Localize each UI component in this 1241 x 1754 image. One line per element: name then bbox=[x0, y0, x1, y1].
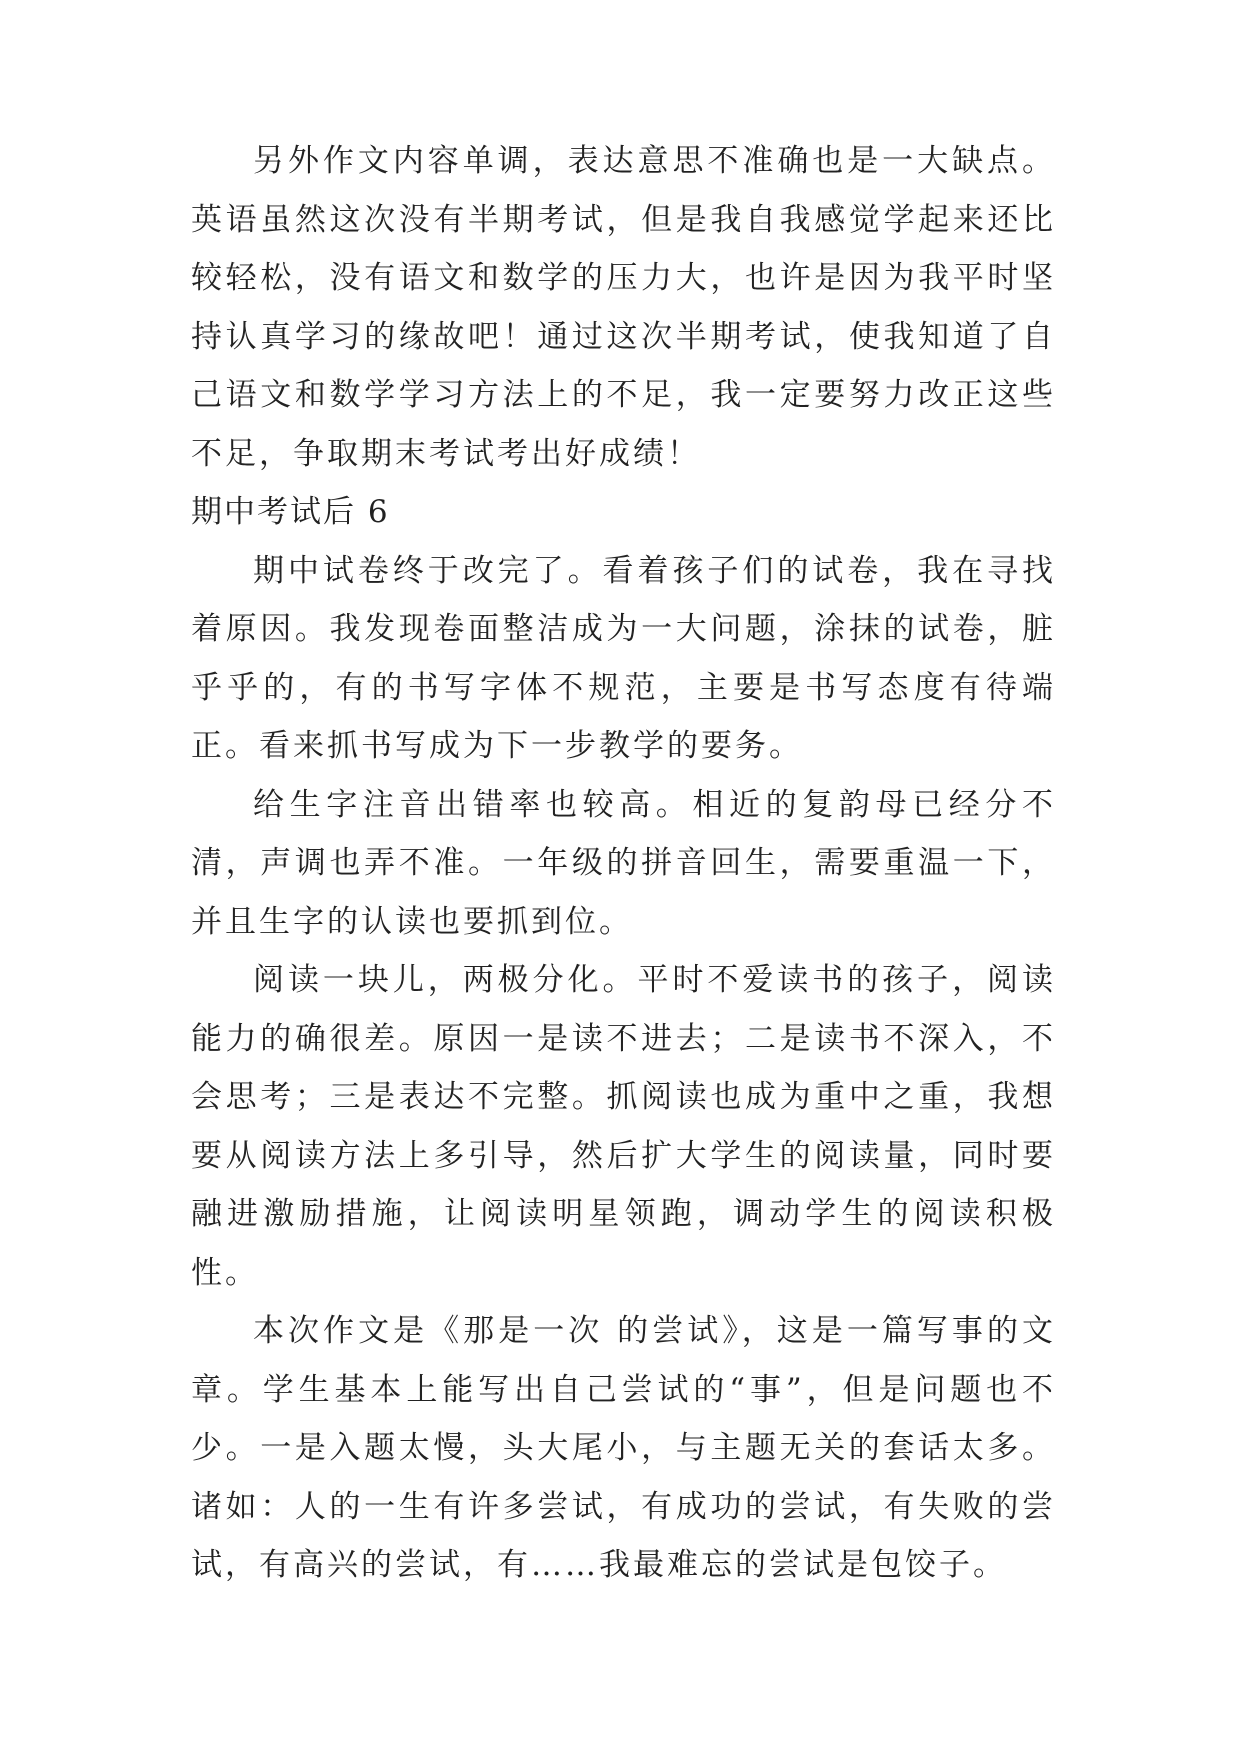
paragraph: 阅读一块儿，两极分化。平时不爱读书的孩子，阅读能力的确很差。原因一是读不进去；二是读书不深入，不会思考；三是表达不完整。抓阅读也成为重中之重，我想要从阅读方法上多引导，然后扩大学生的阅读量，同时要融进激励措施，让阅读明星领跑，调动学生的阅读积极性。 bbox=[191, 962, 1056, 1291]
paragraph: 本次作文是《那是一次 的尝试》，这是一篇写事的文章。学生基本上能写出自己尝试的“事”，但是问题也不少。一是入题太慢，头大尾小，与主题无关的套话太多。诸如：人的一生有许多尝试，有成功的尝试，有失败的尝试，有高兴的尝试，有……我最难忘的尝试是包饺子。 bbox=[191, 1313, 1056, 1583]
section-title: 期中考试后 6 bbox=[191, 494, 390, 530]
paragraph: 期中试卷终于改完了。看着孩子们的试卷，我在寻找着原因。我发现卷面整洁成为一大问题，涂抹的试卷，脏乎乎的，有的书写字体不规范，主要是书写态度有待端正。看来抓书写成为下一步教学的要务。 bbox=[191, 552, 1056, 764]
paragraph: 给生字注音出错率也较高。相近的复韵母已经分不清，声调也弄不准。一年级的拼音回生，需要重温一下，并且生字的认读也要抓到位。 bbox=[191, 786, 1056, 940]
document-page bbox=[191, 132, 1056, 1595]
paragraph: 另外作文内容单调，表达意思不准确也是一大缺点。英语虽然这次没有半期考试，但是我自我感觉学起来还比较轻松，没有语文和数学的压力大，也许是因为我平时坚持认真学习的缘故吧！通过这次半期考试，使我知道了自己语文和数学学习方法上的不足，我一定要努力改正这些不足，争取期末考试考出好成绩！ bbox=[191, 143, 1056, 472]
